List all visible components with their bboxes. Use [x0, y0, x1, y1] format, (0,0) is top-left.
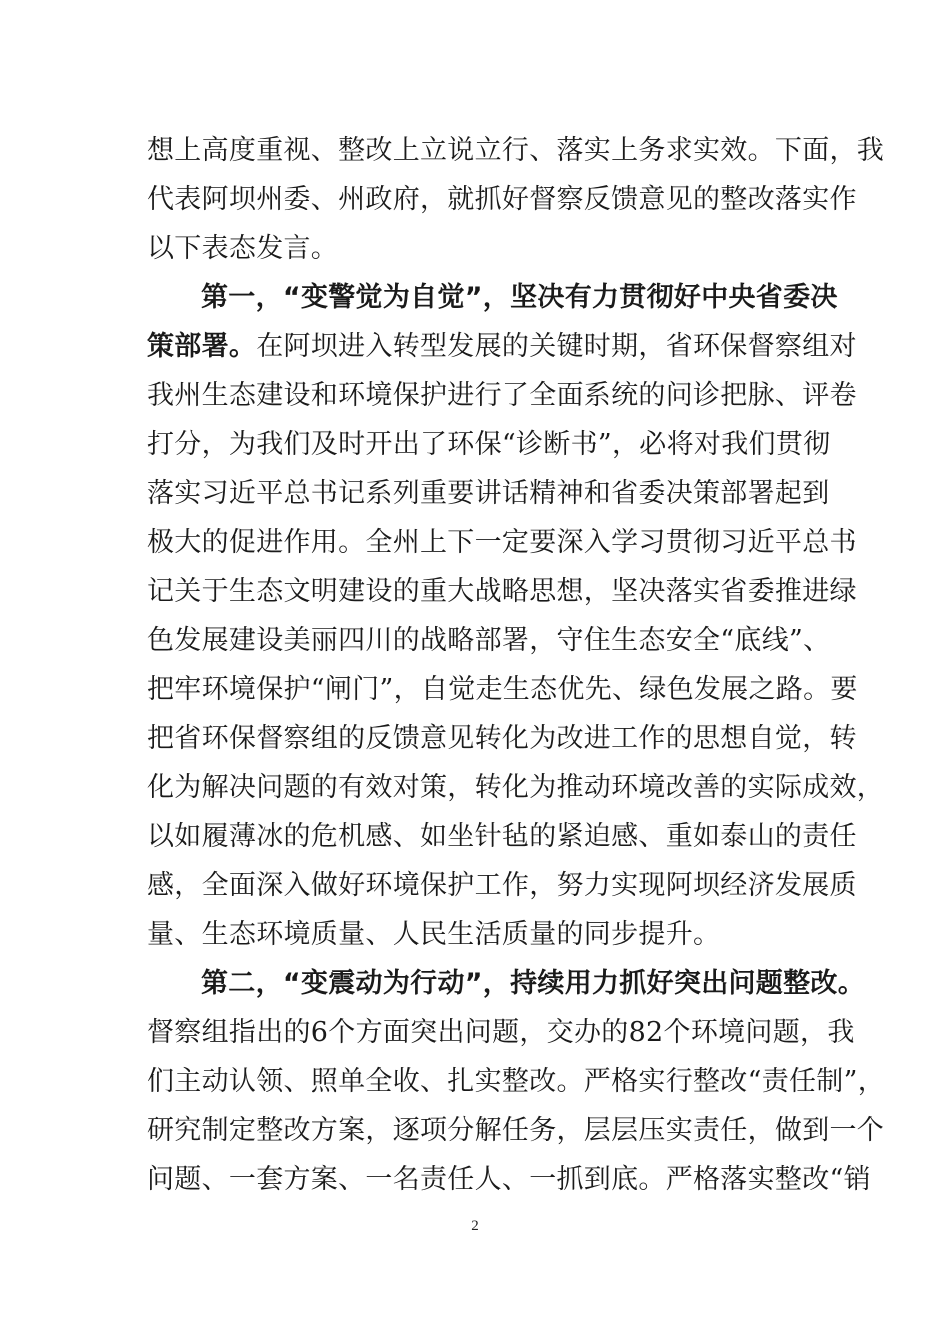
page-number: 2 [471, 1218, 479, 1234]
text-line: 打分，为我们及时开出了环保“诊断书”，必将对我们贯彻 [147, 429, 831, 460]
text-line: 把牢环境保护“闸门”，自觉走生态优先、绿色发展之路。要 [147, 674, 858, 705]
text-line: 研究制定整改方案，逐项分解任务，层层压实责任，做到一个 [147, 1115, 885, 1146]
text-line: 极大的促进作用。全州上下一定要深入学习贯彻习近平总书 [147, 527, 857, 558]
text-line: 以下表态发言。 [147, 233, 339, 264]
text-run: 在阿坝进入转型发展的关键时期，省环保督察组对 [256, 331, 857, 362]
text-line: 代表阿坝州委、州政府，就抓好督察反馈意见的整改落实作 [147, 184, 857, 215]
body-text [147, 126, 886, 1204]
text-line: 以如履薄冰的危机感、如坐针毡的紧迫感、重如泰山的责任 [147, 821, 857, 852]
text-line: 量、生态环境质量、人民生活质量的同步提升。 [147, 919, 721, 950]
text-line: 落实习近平总书记系列重要讲话精神和省委决策部署起到 [147, 478, 830, 509]
text-line: 色发展建设美丽四川的战略部署，守住生态安全“底线”、 [147, 625, 831, 656]
text-line: 想上高度重视、整改上立说立行、落实上务求实效。下面，我 [147, 135, 885, 166]
text-line: 感，全面深入做好环境保护工作，努力实现阿坝经济发展质 [147, 870, 857, 901]
text-line: 问题、一套方案、一名责任人、一抓到底。严格落实整改“销 [147, 1164, 871, 1195]
section-heading-2: 第二，“变震动为行动”，持续用力抓好突出问题整改。 [201, 968, 865, 999]
text-line: 记关于生态文明建设的重大战略思想，坚决落实省委推进绿 [147, 576, 857, 607]
text-line: 们主动认领、照单全收、扎实整改。严格实行整改“责任制”， [147, 1066, 886, 1097]
text-line [147, 322, 857, 371]
text-line: 把省环保督察组的反馈意见转化为改进工作的思想自觉，转 [147, 723, 857, 754]
text-line: 化为解决问题的有效对策，转化为推动环境改善的实际成效， [147, 772, 885, 803]
text-line: 督察组指出的6个方面突出问题，交办的82个环境问题，我 [147, 1017, 855, 1048]
section-heading-1: 第一，“变警觉为自觉”，坚决有力贯彻好中央省委决 [201, 282, 838, 313]
text-line: 我州生态建设和环境保护进行了全面系统的问诊把脉、评卷 [147, 380, 857, 411]
section-heading-1-end: 策部署。 [147, 331, 257, 362]
